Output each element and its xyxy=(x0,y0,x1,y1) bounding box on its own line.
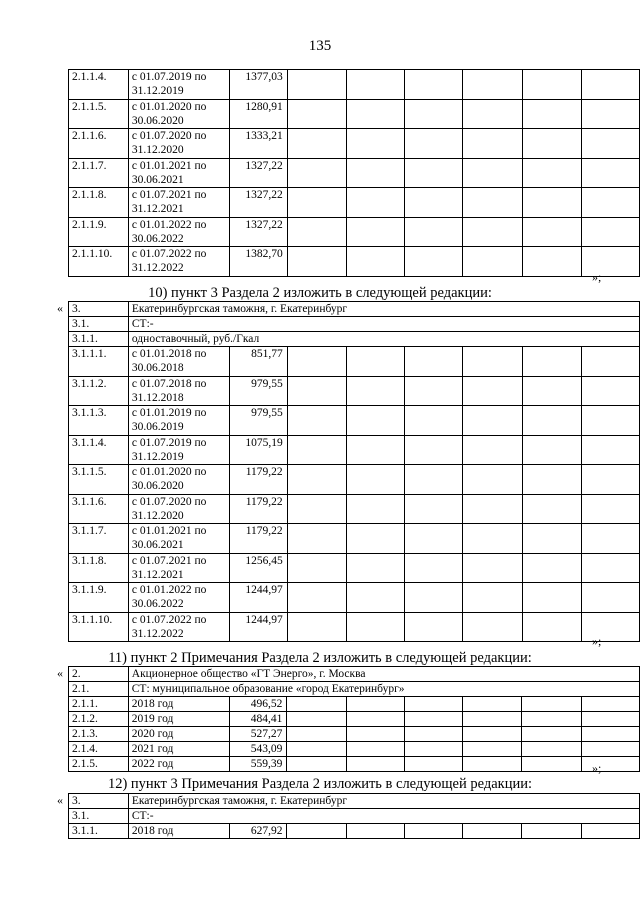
table-row xyxy=(69,70,640,100)
empty-cell xyxy=(462,742,522,757)
empty-cell xyxy=(347,757,405,772)
row-code: 2.1.1.5. xyxy=(69,99,129,129)
empty-cell xyxy=(462,494,522,524)
empty-cell xyxy=(522,824,582,839)
empty-cell xyxy=(347,217,405,247)
amendment-heading-10: 10) пункт 3 Раздела 2 изложить в следующей редакции: xyxy=(148,285,492,301)
empty-cell xyxy=(287,465,347,495)
table-row xyxy=(69,712,640,727)
row-period xyxy=(128,406,229,436)
row-period xyxy=(128,188,229,218)
empty-cell xyxy=(405,524,463,554)
row-period xyxy=(128,524,229,554)
empty-cell xyxy=(405,70,463,100)
table-row xyxy=(69,727,640,742)
empty-cell xyxy=(287,406,347,436)
row-value: 1327,22 xyxy=(229,217,287,247)
period-line: с 01.07.2018 по xyxy=(131,377,207,390)
period-line: с 01.07.2022 по xyxy=(131,613,207,626)
empty-cell xyxy=(405,376,463,406)
row-code: 3.1.1.4. xyxy=(69,435,129,465)
table-header-row xyxy=(69,794,640,809)
row-value: 1333,21 xyxy=(229,129,287,159)
empty-cell xyxy=(347,824,405,839)
row-code: 3.1.1.6. xyxy=(69,494,129,524)
row-value: 1244,97 xyxy=(229,612,287,642)
row-value: 559,39 xyxy=(229,757,287,772)
row-title: Акционерное общество «ГТ Энерго», г. Москва xyxy=(128,667,639,682)
empty-cell xyxy=(347,494,405,524)
empty-cell xyxy=(522,347,582,377)
row-code: 2.1.1.8. xyxy=(69,188,129,218)
empty-cell xyxy=(462,99,522,129)
table-row xyxy=(69,188,640,218)
empty-cell xyxy=(522,524,582,554)
empty-cell xyxy=(404,757,462,772)
empty-cell xyxy=(405,494,463,524)
table-row xyxy=(69,494,640,524)
closing-quote: »; xyxy=(592,270,602,284)
table-row xyxy=(69,247,640,277)
period-line: с 01.01.2022 по xyxy=(131,218,207,231)
period-line: с 01.01.2022 по xyxy=(131,584,207,596)
empty-cell xyxy=(582,158,640,188)
empty-cell xyxy=(522,435,582,465)
empty-cell xyxy=(582,406,640,436)
period-line: 31.12.2019 xyxy=(131,85,184,97)
empty-cell xyxy=(287,524,347,554)
row-code: 2.1.4. xyxy=(69,742,129,757)
period-line: 30.06.2020 xyxy=(131,480,184,492)
empty-cell xyxy=(347,612,405,642)
row-title: СТ:- xyxy=(128,317,639,332)
empty-cell xyxy=(405,465,463,495)
table-header-row xyxy=(69,302,640,317)
row-period: 2018 год xyxy=(128,697,229,712)
empty-cell xyxy=(582,742,640,757)
empty-cell xyxy=(522,612,582,642)
row-title: СТ: муниципальное образование «город Екатеринбург» xyxy=(128,682,639,697)
row-value: 851,77 xyxy=(229,347,287,377)
empty-cell xyxy=(582,524,640,554)
empty-cell xyxy=(522,553,582,583)
period-line: с 01.01.2018 по xyxy=(131,348,207,360)
empty-cell xyxy=(522,727,582,742)
empty-cell xyxy=(582,612,640,642)
empty-cell xyxy=(287,727,347,742)
row-value: 1280,91 xyxy=(229,99,287,129)
row-period xyxy=(128,553,229,583)
empty-cell xyxy=(582,188,640,218)
row-code: 3.1.1.9. xyxy=(69,583,129,613)
row-period xyxy=(128,70,229,100)
row-value: 1327,22 xyxy=(229,158,287,188)
empty-cell xyxy=(347,727,405,742)
row-period xyxy=(128,494,229,524)
row-code: 3.1. xyxy=(69,809,129,824)
row-code: 2. xyxy=(69,667,129,682)
table-row xyxy=(69,524,640,554)
row-code: 2.1.1.4. xyxy=(69,70,129,100)
row-value: 527,27 xyxy=(229,727,287,742)
period-line: с 01.07.2019 по xyxy=(131,436,207,449)
table-header-row xyxy=(69,809,640,824)
empty-cell xyxy=(287,376,347,406)
empty-cell xyxy=(462,129,522,159)
row-period xyxy=(128,158,229,188)
tariff-table-note-3 xyxy=(68,793,640,839)
empty-cell xyxy=(287,824,347,839)
empty-cell xyxy=(405,247,463,277)
empty-cell xyxy=(462,70,522,100)
empty-cell xyxy=(522,465,582,495)
table-row xyxy=(69,757,640,772)
empty-cell xyxy=(462,158,522,188)
period-line: с 01.07.2021 по xyxy=(131,554,207,567)
closing-quote: »; xyxy=(592,761,602,775)
empty-cell xyxy=(287,553,347,583)
empty-cell xyxy=(287,217,347,247)
empty-cell xyxy=(347,99,405,129)
row-title: СТ:- xyxy=(128,809,639,824)
empty-cell xyxy=(462,553,522,583)
empty-cell xyxy=(522,129,582,159)
empty-cell xyxy=(405,406,463,436)
empty-cell xyxy=(287,612,347,642)
row-code: 2.1.1.6. xyxy=(69,129,129,159)
period-line: 31.12.2018 xyxy=(131,391,184,404)
tariff-table-note-2 xyxy=(68,666,640,772)
row-period: 2022 год xyxy=(128,757,229,772)
empty-cell xyxy=(582,757,640,772)
empty-cell xyxy=(522,247,582,277)
row-code: 3.1. xyxy=(69,317,129,332)
empty-cell xyxy=(582,129,640,159)
row-value: 1327,22 xyxy=(229,188,287,218)
table-row xyxy=(69,158,640,188)
table-row xyxy=(69,465,640,495)
empty-cell xyxy=(405,435,463,465)
empty-cell xyxy=(405,612,463,642)
row-value: 496,52 xyxy=(229,697,287,712)
row-period xyxy=(128,435,229,465)
empty-cell xyxy=(347,524,405,554)
table-row xyxy=(69,406,640,436)
row-code: 3.1.1. xyxy=(69,332,129,347)
empty-cell xyxy=(347,465,405,495)
empty-cell xyxy=(462,465,522,495)
period-line: 30.06.2020 xyxy=(131,114,184,127)
empty-cell xyxy=(287,99,347,129)
row-value: 1244,97 xyxy=(229,583,287,613)
row-value: 1179,22 xyxy=(229,465,287,495)
empty-cell xyxy=(522,99,582,129)
empty-cell xyxy=(347,712,405,727)
row-code: 3. xyxy=(69,794,129,809)
empty-cell xyxy=(347,158,405,188)
empty-cell xyxy=(582,376,640,406)
empty-cell xyxy=(582,70,640,100)
row-period xyxy=(128,99,229,129)
row-code: 3.1.1.8. xyxy=(69,553,129,583)
empty-cell xyxy=(405,217,463,247)
period-line: 30.06.2022 xyxy=(131,598,184,610)
empty-cell xyxy=(405,553,463,583)
empty-cell xyxy=(347,188,405,218)
empty-cell xyxy=(462,247,522,277)
table-row xyxy=(69,129,640,159)
table-row xyxy=(69,217,640,247)
period-line: 31.12.2020 xyxy=(131,144,184,156)
period-line: 31.12.2019 xyxy=(131,450,184,463)
period-line: 31.12.2021 xyxy=(131,203,184,215)
row-period: 2021 год xyxy=(128,742,229,757)
row-period: 2020 год xyxy=(128,727,229,742)
empty-cell xyxy=(287,697,347,712)
period-line: 30.06.2021 xyxy=(131,173,184,186)
empty-cell xyxy=(347,697,405,712)
empty-cell xyxy=(405,99,463,129)
empty-cell xyxy=(522,188,582,218)
row-code: 2.1. xyxy=(69,682,129,697)
empty-cell xyxy=(522,697,582,712)
empty-cell xyxy=(462,727,522,742)
empty-cell xyxy=(287,347,347,377)
table-row xyxy=(69,347,640,377)
period-line: 30.06.2019 xyxy=(131,421,184,433)
table-row xyxy=(69,99,640,129)
row-period xyxy=(128,612,229,642)
empty-cell xyxy=(462,824,522,839)
row-code: 3.1.1.5. xyxy=(69,465,129,495)
row-value: 1382,70 xyxy=(229,247,287,277)
row-code: 3.1.1.1. xyxy=(69,347,129,377)
empty-cell xyxy=(462,524,522,554)
empty-cell xyxy=(347,347,405,377)
empty-cell xyxy=(347,129,405,159)
row-period: 2019 год xyxy=(128,712,229,727)
empty-cell xyxy=(404,712,462,727)
row-period xyxy=(128,129,229,159)
page-number: 135 xyxy=(308,38,332,54)
empty-cell xyxy=(347,742,405,757)
row-value: 979,55 xyxy=(229,376,287,406)
empty-cell xyxy=(405,129,463,159)
row-code: 3.1.1.7. xyxy=(69,524,129,554)
table-row xyxy=(69,435,640,465)
row-value: 627,92 xyxy=(229,824,287,839)
table-row xyxy=(69,697,640,712)
empty-cell xyxy=(582,712,640,727)
empty-cell xyxy=(287,742,347,757)
empty-cell xyxy=(582,553,640,583)
empty-cell xyxy=(405,188,463,218)
period-line: с 01.07.2020 по xyxy=(131,495,207,508)
period-line: 31.12.2021 xyxy=(131,568,184,581)
opening-quote: « xyxy=(57,666,63,680)
row-code: 3. xyxy=(69,302,129,317)
row-value: 1075,19 xyxy=(229,435,287,465)
empty-cell xyxy=(287,712,347,727)
row-title: Екатеринбургская таможня, г. Екатеринбург xyxy=(128,302,639,317)
empty-cell xyxy=(522,70,582,100)
row-value: 1377,03 xyxy=(229,70,287,100)
period-line: с 01.01.2021 по xyxy=(131,525,207,537)
empty-cell xyxy=(582,494,640,524)
empty-cell xyxy=(405,347,463,377)
row-period xyxy=(128,347,229,377)
empty-cell xyxy=(287,158,347,188)
row-value: 979,55 xyxy=(229,406,287,436)
period-line: с 01.07.2019 по xyxy=(131,71,207,83)
period-line: 31.12.2022 xyxy=(131,627,184,640)
period-line: с 01.07.2021 по xyxy=(131,189,207,201)
empty-cell xyxy=(582,465,640,495)
row-code: 2.1.1.10. xyxy=(69,247,129,277)
table-row xyxy=(69,553,640,583)
empty-cell xyxy=(462,188,522,218)
empty-cell xyxy=(287,129,347,159)
closing-quote: »; xyxy=(592,634,602,648)
empty-cell xyxy=(462,347,522,377)
empty-cell xyxy=(404,727,462,742)
empty-cell xyxy=(347,553,405,583)
empty-cell xyxy=(462,583,522,613)
row-code: 2.1.2. xyxy=(69,712,129,727)
row-period xyxy=(128,583,229,613)
empty-cell xyxy=(347,70,405,100)
empty-cell xyxy=(405,158,463,188)
period-line: 31.12.2020 xyxy=(131,509,184,522)
row-title: Екатеринбургская таможня, г. Екатеринбург xyxy=(128,794,639,809)
table-row xyxy=(69,742,640,757)
row-value: 543,09 xyxy=(229,742,287,757)
period-line: 30.06.2018 xyxy=(131,362,184,374)
table-header-row xyxy=(69,332,640,347)
empty-cell xyxy=(347,406,405,436)
row-value: 1179,22 xyxy=(229,524,287,554)
empty-cell xyxy=(287,247,347,277)
period-line: с 01.01.2020 по xyxy=(131,466,207,478)
empty-cell xyxy=(522,158,582,188)
empty-cell xyxy=(287,70,347,100)
tariff-table-section-2-1 xyxy=(68,69,640,277)
opening-quote: « xyxy=(57,301,63,315)
empty-cell xyxy=(582,347,640,377)
empty-cell xyxy=(404,742,462,757)
period-line: с 01.07.2022 по xyxy=(131,248,207,260)
period-line: 30.06.2022 xyxy=(131,232,184,245)
table-row xyxy=(69,583,640,613)
empty-cell xyxy=(522,494,582,524)
empty-cell xyxy=(582,824,640,839)
empty-cell xyxy=(462,435,522,465)
empty-cell xyxy=(582,247,640,277)
empty-cell xyxy=(462,612,522,642)
empty-cell xyxy=(582,435,640,465)
row-code: 3.1.1.3. xyxy=(69,406,129,436)
table-row xyxy=(69,824,640,839)
empty-cell xyxy=(522,217,582,247)
table-row xyxy=(69,612,640,642)
empty-cell xyxy=(462,757,522,772)
row-title: одноставочный, руб./Гкал xyxy=(128,332,639,347)
empty-cell xyxy=(462,406,522,436)
row-value: 1256,45 xyxy=(229,553,287,583)
table-row xyxy=(69,376,640,406)
tariff-table-section-3 xyxy=(68,301,640,642)
empty-cell xyxy=(287,435,347,465)
row-code: 3.1.1. xyxy=(69,824,129,839)
empty-cell xyxy=(404,697,462,712)
empty-cell xyxy=(582,99,640,129)
empty-cell xyxy=(347,247,405,277)
row-code: 2.1.1.9. xyxy=(69,217,129,247)
row-code: 2.1.5. xyxy=(69,757,129,772)
row-code: 2.1.3. xyxy=(69,727,129,742)
table-header-row xyxy=(69,667,640,682)
empty-cell xyxy=(462,712,522,727)
empty-cell xyxy=(287,188,347,218)
period-line: 30.06.2021 xyxy=(131,539,184,551)
empty-cell xyxy=(287,583,347,613)
empty-cell xyxy=(462,217,522,247)
row-period xyxy=(128,465,229,495)
empty-cell xyxy=(582,217,640,247)
row-period xyxy=(128,217,229,247)
amendment-heading-11: 11) пункт 2 Примечания Раздела 2 изложить в следующей редакции: xyxy=(108,650,532,666)
empty-cell xyxy=(287,757,347,772)
row-value: 1179,22 xyxy=(229,494,287,524)
empty-cell xyxy=(582,727,640,742)
empty-cell xyxy=(347,435,405,465)
empty-cell xyxy=(287,494,347,524)
row-value: 484,41 xyxy=(229,712,287,727)
empty-cell xyxy=(462,697,522,712)
empty-cell xyxy=(522,406,582,436)
period-line: 31.12.2022 xyxy=(131,262,184,274)
empty-cell xyxy=(522,712,582,727)
period-line: с 01.01.2020 по xyxy=(131,100,207,113)
amendment-heading-12: 12) пункт 3 Примечания Раздела 2 изложить в следующей редакции: xyxy=(107,776,533,792)
empty-cell xyxy=(522,742,582,757)
table-header-row xyxy=(69,682,640,697)
row-period xyxy=(128,376,229,406)
empty-cell xyxy=(522,376,582,406)
row-code: 2.1.1.7. xyxy=(69,158,129,188)
empty-cell xyxy=(462,376,522,406)
opening-quote: « xyxy=(57,793,63,807)
empty-cell xyxy=(347,376,405,406)
row-period: 2018 год xyxy=(128,824,229,839)
period-line: с 01.01.2019 по xyxy=(131,407,207,419)
row-period xyxy=(128,247,229,277)
empty-cell xyxy=(347,583,405,613)
empty-cell xyxy=(522,757,582,772)
period-line: с 01.07.2020 по xyxy=(131,130,207,142)
empty-cell xyxy=(405,583,463,613)
empty-cell xyxy=(522,583,582,613)
period-line: с 01.01.2021 по xyxy=(131,159,207,172)
empty-cell xyxy=(582,697,640,712)
row-code: 3.1.1.10. xyxy=(69,612,129,642)
row-code: 2.1.1. xyxy=(69,697,129,712)
empty-cell xyxy=(582,583,640,613)
empty-cell xyxy=(404,824,462,839)
table-header-row xyxy=(69,317,640,332)
row-code: 3.1.1.2. xyxy=(69,376,129,406)
